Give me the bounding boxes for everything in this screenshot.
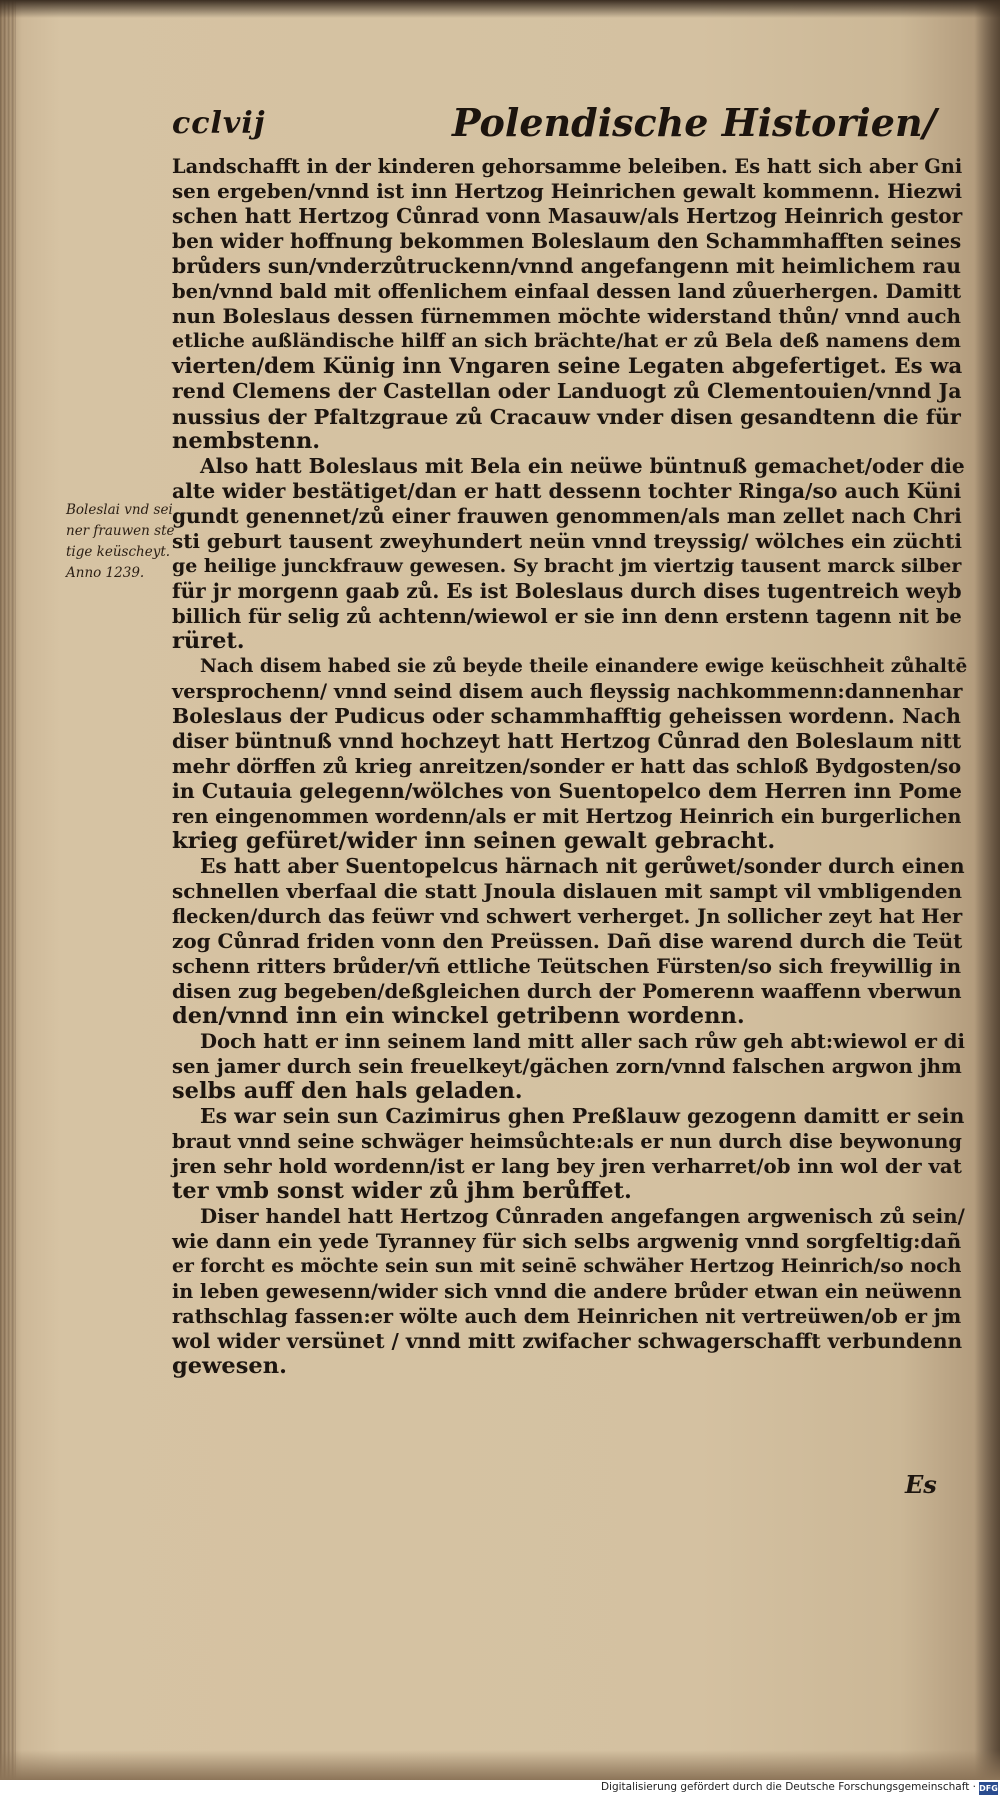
text-line: Diser handel hatt Hertzog Cůnraden angefangen argwenisch zů sein/ bbox=[200, 1204, 965, 1228]
text-line: für jr morgenn gaab zů. Es ist Boleslaus durch dises tugentreich weyb bbox=[172, 579, 962, 603]
text-line: flecken/durch das feüwr vnd schwert verherget. Jn sollicher zeyt hat Her bbox=[172, 905, 963, 928]
folio-number: cclvij bbox=[172, 106, 266, 141]
paragraph bbox=[172, 1029, 965, 1104]
text-line: jren sehr hold wordenn/ist er lang bey jren verharret/ob inn wol der vat bbox=[172, 1154, 962, 1178]
text-line: ter vmb sonst wider zů jhm berůffet. bbox=[172, 1178, 632, 1204]
text-line: rüret. bbox=[172, 628, 245, 654]
text-line: nun Boleslaus dessen fürnemmen möchte widerstand thůn/ vnnd auch bbox=[172, 304, 961, 328]
text-line: Boleslaus der Pudicus oder schammhafftig geheissen wordenn. Nach bbox=[172, 704, 961, 728]
text-line: rathschlag fassen:er wölte auch dem Heinrichen nit vertreüwen/ob er jm bbox=[172, 1305, 962, 1328]
paragraph bbox=[172, 1104, 965, 1204]
text-line: in leben gewesenn/wider sich vnnd die andere brůder etwan ein neüwenn bbox=[172, 1280, 962, 1303]
dfg-logo-icon: DFG bbox=[979, 1784, 998, 1793]
paragraph bbox=[172, 654, 968, 854]
text-line: rend Clemens der Castellan oder Landuogt zů Clementouien/vnnd Ja bbox=[172, 379, 962, 403]
paragraph bbox=[172, 154, 962, 454]
text-line: gundt genennet/zů einer frauwen genommen/als man zellet nach Chri bbox=[172, 504, 962, 528]
text-line: schen hatt Hertzog Cůnrad vonn Masauw/als Hertzog Heinrich gestor bbox=[172, 204, 963, 228]
book-page-edges bbox=[0, 0, 16, 1780]
page-header bbox=[172, 98, 937, 154]
text-line: in Cutauia gelegenn/wölches von Suentopelco dem Herren inn Pome bbox=[172, 779, 963, 803]
text-line: Es hatt aber Suentopelcus härnach nit gerůwet/sonder durch einen bbox=[200, 854, 965, 878]
text-line: schenn ritters brůder/vñ ettliche Teütschen Fürsten/so sich freywillig in bbox=[172, 955, 962, 978]
text-line: den/vnnd inn ein winckel getribenn wordenn. bbox=[172, 1003, 745, 1029]
text-line: Es war sein sun Cazimirus ghen Preßlauw gezogenn damitt er sein bbox=[200, 1104, 965, 1128]
text-line: zog Cůnrad friden vonn den Preüssen. Dañ dise warend durch die Teüt bbox=[172, 929, 963, 953]
text-line: braut vnnd seine schwäger heimsůchte:als er nun durch dise beywonung bbox=[172, 1130, 962, 1153]
text-line: ben wider hoffnung bekommen Boleslaum den Schammhafften seines bbox=[172, 229, 962, 253]
marginal-note-line: Anno 1239. bbox=[66, 565, 145, 581]
text-line: er forcht es möchte sein sun mit seinē schwäher Hertzog Heinrich/so noch bbox=[172, 1255, 962, 1277]
text-line: Also hatt Boleslaus mit Bela ein neüwe büntnuß gemachet/oder die bbox=[200, 454, 965, 478]
marginal-note bbox=[66, 500, 178, 584]
text-line: vierten/dem Künig inn Vngaren seine Legaten abgefertiget. Es wa bbox=[172, 354, 963, 379]
funding-credit: Digitalisierung gefördert durch die Deutsche Forschungsgemeinschaft · bbox=[600, 1781, 976, 1793]
body-text bbox=[172, 154, 968, 1379]
text-line: disen zug begeben/deßgleichen durch der Pomerenn waaffenn vberwun bbox=[172, 980, 962, 1003]
text-line: schnellen vberfaal die statt Jnoula dislauen mit sampt vil vmbligenden bbox=[172, 879, 963, 903]
paragraph bbox=[172, 1204, 965, 1379]
text-line: billich für selig zů achtenn/wiewol er sie inn denn erstenn tagenn nit be bbox=[172, 605, 962, 628]
text-line: etliche außländische hilff an sich brächte/hat er zů Bela deß namens dem bbox=[172, 330, 961, 352]
text-line: wie dann ein yede Tyranney für sich selbs argwenig vnnd sorgfeltig:dañ bbox=[172, 1230, 962, 1253]
text-line: selbs auff den hals geladen. bbox=[172, 1078, 523, 1104]
top-shadow bbox=[0, 0, 1000, 18]
catchword: Es bbox=[905, 1470, 937, 1499]
text-line: sen jamer durch sein freuelkeyt/gächen zorn/vnnd falschen argwon jhm bbox=[172, 1055, 962, 1078]
digitization-footer bbox=[0, 1780, 1000, 1798]
text-line: Doch hatt er inn seinem land mitt aller sach růw geh abt:wiewol er di bbox=[200, 1030, 965, 1053]
paragraph bbox=[172, 454, 965, 654]
text-line: nussius der Pfaltzgraue zů Cracauw vnder disen gesandtenn die für bbox=[172, 404, 961, 429]
running-title: Polendische Historien/ bbox=[452, 100, 937, 145]
text-line: ben/vnnd bald mit offenlichem einfaal dessen land zůuerhergen. Damitt bbox=[172, 280, 962, 303]
text-line: mehr dörffen zů krieg anreitzen/sonder er hatt das schloß Bydgosten/so bbox=[172, 755, 962, 778]
text-line: Nach disem habed sie zů beyde theile einandere ewige keüschheit zůhaltē bbox=[200, 656, 968, 677]
text-line: nembstenn. bbox=[172, 428, 321, 454]
text-line: brůders sun/vnderzůtruckenn/vnnd angefangenn mit heimlichem rau bbox=[172, 254, 961, 278]
text-line: diser büntnuß vnnd hochzeyt hatt Hertzog Cůnrad den Boleslaum nitt bbox=[172, 729, 962, 753]
text-line: sti geburt tausent zweyhundert neün vnnd treyssig/ wölches ein züchti bbox=[172, 529, 962, 553]
marginal-note-line: ner frauwen ste bbox=[66, 523, 175, 539]
text-line: wol wider versünet / vnnd mitt zwifacher schwagerschafft verbundenn bbox=[172, 1329, 963, 1353]
text-line: versprochenn/ vnnd seind disem auch fleyssig nachkommenn:dannenhar bbox=[172, 680, 963, 703]
paragraph bbox=[172, 854, 965, 1029]
text-line: krieg gefüret/wider inn seinen gewalt gebracht. bbox=[172, 828, 776, 854]
marginal-note-line: tige keüscheyt. bbox=[66, 544, 171, 560]
text-line: alte wider bestätiget/dan er hatt dessenn tochter Ringa/so auch Küni bbox=[172, 479, 962, 503]
bottom-edge bbox=[0, 1750, 1000, 1780]
text-line: ge heilige junckfrauw gewesen. Sy bracht jm viertzig tausent marck silber bbox=[172, 555, 962, 577]
text-line: gewesen. bbox=[172, 1353, 287, 1379]
marginal-note-line: Boleslai vnd sei bbox=[66, 502, 173, 518]
text-line: ren eingenommen wordenn/als er mit Hertzog Heinrich ein burgerlichen bbox=[172, 805, 962, 828]
text-line: Landschafft in der kinderen gehorsamme beleiben. Es hatt sich aber Gni bbox=[172, 155, 963, 178]
text-line: sen ergeben/vnnd ist inn Hertzog Heinrichen gewalt kommenn. Hiezwi bbox=[172, 179, 962, 203]
gutter-shadow bbox=[974, 0, 1000, 1780]
